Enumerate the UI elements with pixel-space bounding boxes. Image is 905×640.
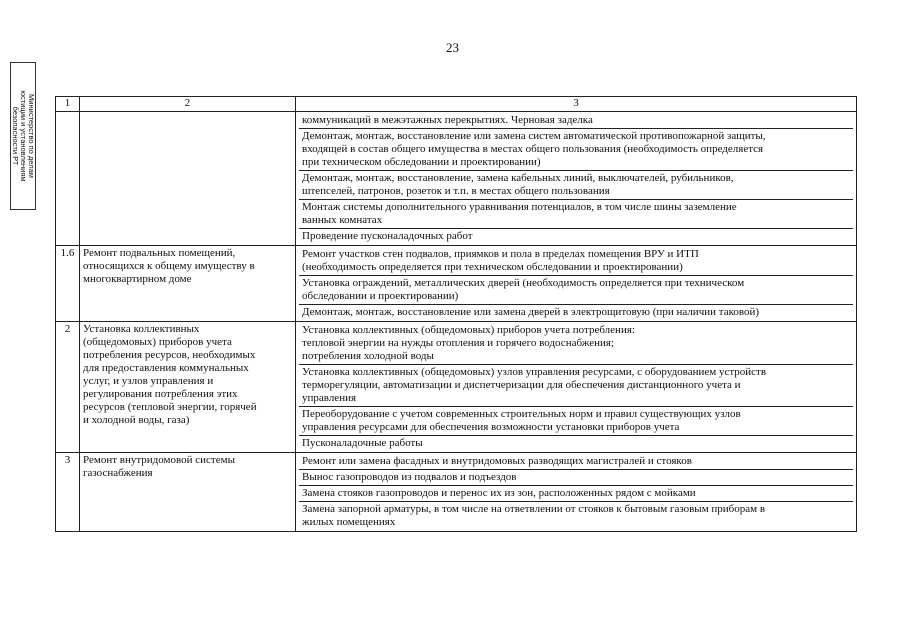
stamp-line: безопасности РТ — [11, 106, 20, 166]
work-item: Переоборудование с учетом современных строительных норм и правил существующих узлов управления ресурсами для обеспечения возможности установки приборов учета — [299, 406, 853, 435]
work-item: Замена запорной арматуры, в том числе на ответвлении от стояков к бытовым газовым приборам в жилых помещениях — [299, 501, 853, 530]
table-row — [56, 246, 857, 322]
table-header-row — [56, 97, 857, 112]
work-item: Вынос газопроводов из подвалов и подъездов — [299, 469, 853, 485]
work-type-title: Ремонт подвальных помещений, относящихся к общему имуществу в многоквартирном доме — [80, 246, 296, 322]
row-number: 3 — [56, 453, 80, 532]
work-type-title — [80, 112, 296, 246]
header-col-1: 1 — [56, 97, 80, 112]
work-item: Ремонт участков стен подвалов, приямков и пола в пределах помещения ВРУ и ИТП (необходимость определяется при техническом обследовании и проектировании) — [302, 248, 699, 273]
stamp-text — [11, 90, 35, 181]
work-item: Демонтаж, монтаж, восстановление или замена дверей в электрощитовую (при наличии таковой) — [299, 304, 853, 320]
header-col-2: 2 — [80, 97, 296, 112]
table-row — [56, 322, 857, 453]
work-item: Демонтаж, монтаж, восстановление или замена систем автоматической противопожарной защиты, входящей в состав общего имущества в местах общего пользования (необходимость определяется при техническом обследовании и проектировании) — [299, 128, 853, 170]
registration-stamp — [10, 62, 36, 210]
work-item: Пусконаладочные работы — [299, 435, 853, 451]
work-list-cell — [296, 112, 857, 246]
work-item: Установка коллективных (общедомовых) узлов управления ресурсами, с оборудованием устройств терморегуляции, автоматизации и диспетчеризации для обеспечения дистанционного учета и управления — [299, 364, 853, 406]
work-item: Демонтаж, монтаж, восстановление, замена кабельных линий, выключателей, рубильников, штепселей, патронов, розеток и т.п. в местах общего пользования — [299, 170, 853, 199]
stamp-line: юстиции и установлениям — [19, 90, 28, 182]
work-item: Монтаж системы дополнительного уравнивания потенциалов, в том числе шины заземление ванных комнатах — [299, 199, 853, 228]
work-item: Проведение пусконаладочных работ — [299, 228, 853, 244]
works-table — [55, 96, 857, 532]
work-type-title: Установка коллективных (общедомовых) приборов учета потребления ресурсов, необходимых для предоставления коммунальных услуг, и узлов управления и регулирования потребления этих ресурсов (тепловой энергии, горячей и холодной воды, газа) — [80, 322, 296, 453]
row-number — [56, 112, 80, 246]
work-item: Ремонт или замена фасадных и внутридомовых разводящих магистралей и стояков — [302, 455, 692, 467]
row-number: 2 — [56, 322, 80, 453]
work-item: Установка ограждений, металлических дверей (необходимость определяется при техническом обследовании и проектировании) — [299, 275, 853, 304]
work-list-cell — [296, 246, 857, 322]
table-row — [56, 112, 857, 246]
work-type-title: Ремонт внутридомовой системы газоснабжения — [80, 453, 296, 532]
header-col-3: 3 — [296, 97, 857, 112]
stamp-line: Министерство по делам — [27, 94, 36, 178]
work-item: коммуникаций в межэтажных перекрытиях. Черновая заделка — [302, 114, 593, 126]
work-list-cell — [296, 453, 857, 532]
work-item: Установка коллективных (общедомовых) приборов учета потребления: тепловой энергии на нужды отопления и горячего водоснабжения; потребления холодной воды — [302, 324, 635, 362]
row-number: 1.6 — [56, 246, 80, 322]
table-row — [56, 453, 857, 532]
work-item: Замена стояков газопроводов и перенос их из зон, расположенных рядом с мойками — [299, 485, 853, 501]
page-number: 23 — [446, 40, 459, 55]
work-list-cell — [296, 322, 857, 453]
